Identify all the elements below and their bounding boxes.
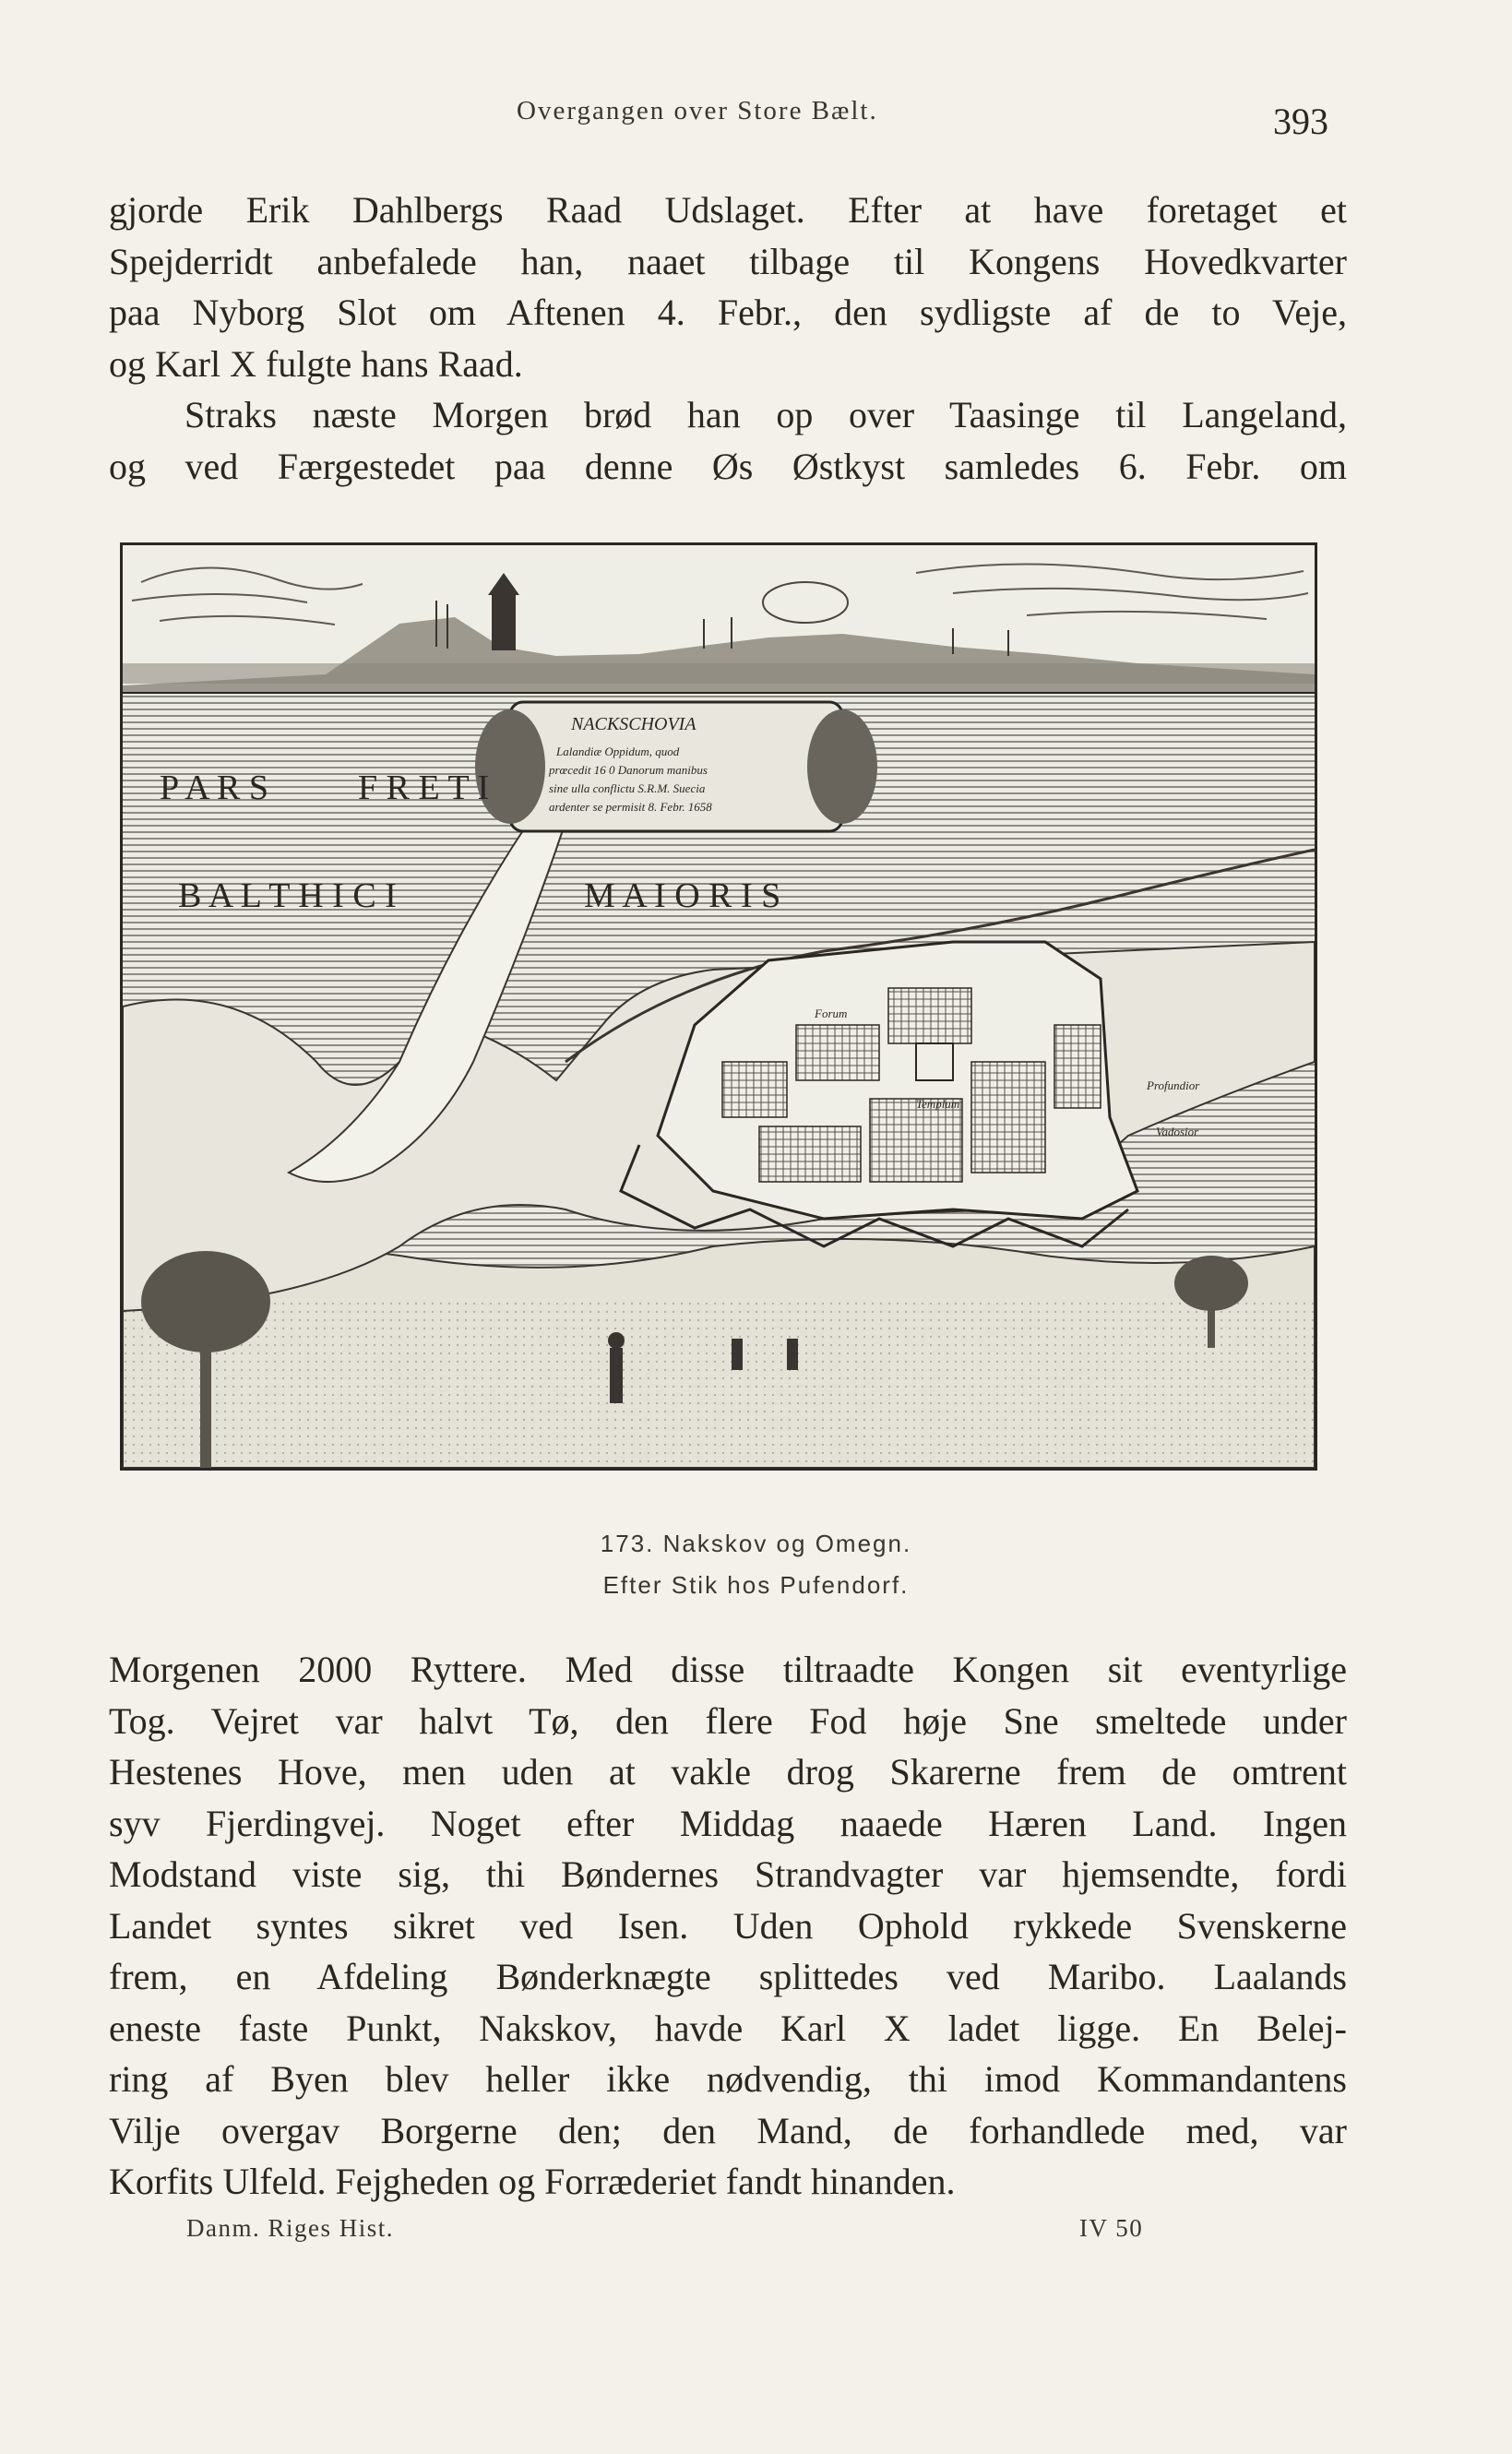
map-label-maioris: M A I O R I S xyxy=(584,876,781,915)
cartouche-line: prœcedit 16 0 Danorum manibus xyxy=(549,763,708,777)
text-line: Spejderridt anbefalede han, naaet tilbage til Kongens Hovedkvarter xyxy=(109,240,1347,282)
forum-square xyxy=(916,1043,953,1080)
text-line: og Karl X fulgte hans Raad. xyxy=(109,342,523,385)
text-line: Straks næste Morgen brød han op over Taasinge til Langeland, xyxy=(185,394,1347,435)
text-line: Korfits Ulfeld. Fejgheden og Forræderiet fandt hinanden. xyxy=(109,2161,956,2202)
text-line: ring af Byen blev heller ikke nødvendig, thi imod Kommandantens xyxy=(109,2058,1347,2100)
body-text-top xyxy=(109,185,1347,492)
text-line: og ved Færgestedet paa denne Øs Østkyst samledes 6. Febr. om xyxy=(109,445,1347,487)
body-text-bottom xyxy=(109,1644,1347,2208)
text-line: syv Fjerdingvej. Noget efter Middag naaede Hæren Land. Ingen xyxy=(109,1802,1347,1844)
text-line: Landet syntes sikret ved Isen. Uden Ophold rykkede Svenskerne xyxy=(109,1904,1347,1947)
figure-source: Efter Stik hos Pufendorf. xyxy=(602,1571,910,1599)
running-head: Overgangen over Store Bælt. xyxy=(517,96,878,125)
text-line: gjorde Erik Dahlbergs Raad Udslaget. Efter at have foretaget et xyxy=(109,189,1347,231)
map-label-freti: F R E T I xyxy=(358,768,490,807)
text-line: paa Nyborg Slot om Aftenen 4. Febr., den sydligste af de to Veje, xyxy=(109,292,1347,333)
map-label-vadosior: Vadosior xyxy=(1156,1125,1199,1138)
map-illustration xyxy=(123,545,1315,1468)
map-label-balthici: B A L T H I C I xyxy=(178,876,397,915)
text-line: eneste faste Punkt, Nakskov, havde Karl X ladet ligge. En Belej- xyxy=(109,2007,1347,2049)
text-line: Tog. Vejret var halvt Tø, den flere Fod høje Sne smeltede under xyxy=(109,1699,1347,1742)
map-label-profundior: Profundior xyxy=(1147,1078,1200,1092)
cartouche-title: NACKSCHOVIA xyxy=(571,714,696,734)
footer-signature-left: Danm. Riges Hist. xyxy=(186,2214,394,2242)
footer-signature-right: IV 50 xyxy=(1079,2214,1144,2242)
map-label-templum: Templum xyxy=(916,1097,960,1111)
map-label-forum: Forum xyxy=(815,1007,848,1020)
cartouche xyxy=(475,702,877,831)
cartouche-line: ardenter se permisit 8. Febr. 1658 xyxy=(549,800,712,814)
map-engraving xyxy=(120,542,1317,1471)
map-label-pars: P A R S xyxy=(160,768,268,807)
figure-caption: 173. Nakskov og Omegn. xyxy=(600,1530,912,1557)
page-number: 393 xyxy=(1273,101,1328,142)
text-line: Vilje overgav Borgerne den; den Mand, de forhandlede med, var xyxy=(109,2109,1347,2151)
castle-tower xyxy=(492,593,516,650)
text-line: Morgenen 2000 Ryttere. Med disse tiltraadte Kongen sit eventyrlige xyxy=(109,1649,1347,1690)
text-line: Modstand viste sig, thi Bøndernes Strandvagter var hjemsendte, fordi xyxy=(109,1853,1347,1895)
text-line: Hestenes Hove, men uden at vakle drog Skarerne frem de omtrent xyxy=(109,1751,1347,1793)
text-line: frem, en Afdeling Bønderknægte splittedes ved Maribo. Laalands xyxy=(109,1956,1347,1997)
cartouche-line: Lalandiæ Oppidum, quod xyxy=(556,745,680,758)
cartouche-line: sine ulla conflictu S.R.M. Suecia xyxy=(549,781,706,795)
